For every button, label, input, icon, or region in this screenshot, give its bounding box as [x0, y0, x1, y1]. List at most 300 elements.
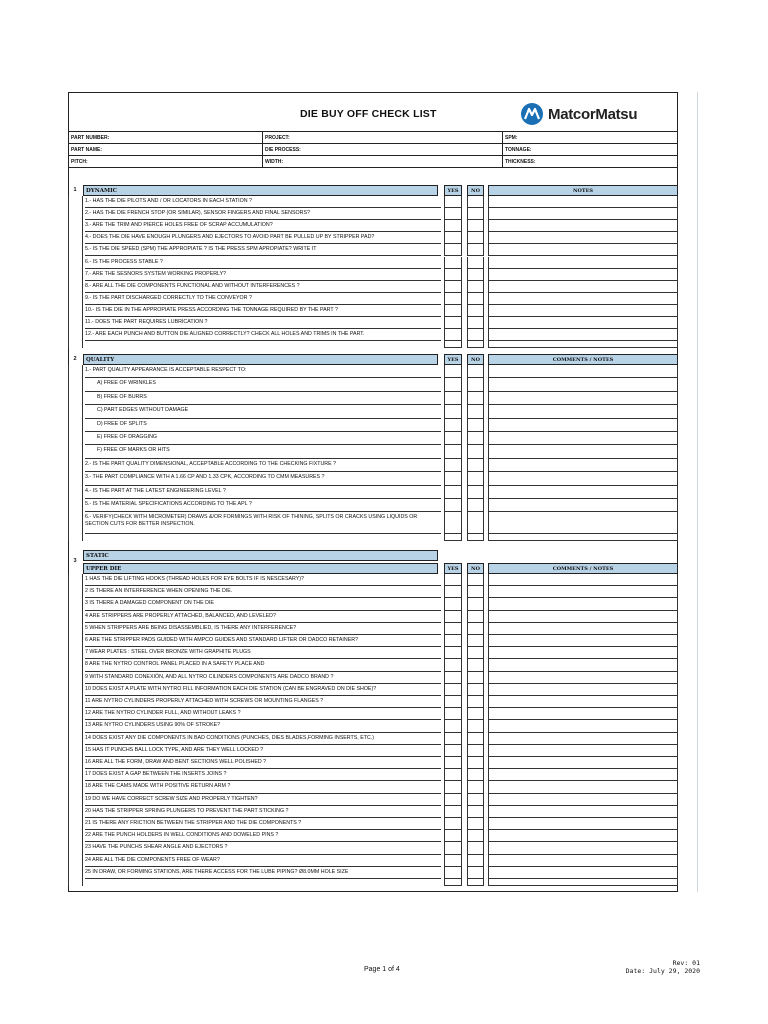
checklist-question: 10.- IS THE DIE IN THE APPROPIATE PRESS ACCORDING THE TONNAGE REQUIRED BY THE PART ? [85, 305, 441, 317]
notes-field[interactable] [488, 867, 678, 879]
checklist-item [68, 794, 678, 806]
checklist-item [68, 329, 678, 341]
spacer-cell [444, 534, 462, 541]
notes-field[interactable] [488, 220, 678, 232]
no-checkbox[interactable] [467, 432, 484, 445]
checklist-question: 6.- IS THE PROCESS STABLE ? [85, 257, 441, 269]
no-checkbox[interactable] [467, 232, 484, 244]
document-title: DIE BUY OFF CHECK LIST [300, 108, 437, 120]
part-info-table [68, 131, 678, 168]
spacer-cell [488, 341, 678, 348]
yes-checkbox[interactable] [444, 586, 462, 598]
checklist-item [68, 378, 678, 391]
thickness-label: THICKNESS: [503, 156, 678, 168]
checklist-item [68, 867, 678, 879]
no-checkbox[interactable] [467, 512, 484, 534]
notes-field[interactable] [488, 696, 678, 708]
notes-column-header: COMMENTS / NOTES [552, 357, 614, 363]
notes-field[interactable] [488, 611, 678, 623]
checklist-item [68, 317, 678, 329]
checklist-item [68, 499, 678, 512]
notes-field[interactable] [488, 305, 678, 317]
notes-column-header: NOTES [572, 188, 594, 194]
checklist-question: 6 ARE THE STRIPPER PADS GUIDED WITH AMPCO GUIDES AND STANDARD LIFTER OR DADCO RETAINER? [85, 635, 441, 647]
no-column-header-bar [467, 185, 484, 196]
no-checkbox[interactable] [467, 269, 484, 281]
notes-field[interactable] [488, 769, 678, 781]
yes-checkbox[interactable] [444, 196, 462, 208]
yes-checkbox[interactable] [444, 512, 462, 534]
yes-column-header: YES [447, 357, 459, 363]
checklist-item [68, 855, 678, 867]
no-column-header: NO [471, 188, 480, 194]
checklist-item [68, 574, 678, 586]
checklist-item [68, 708, 678, 720]
no-checkbox[interactable] [467, 818, 484, 830]
checklist-item [68, 745, 678, 757]
checklist-question: 13 ARE NYTRO CYLINDERS USING 90% OF STROKE? [85, 720, 441, 732]
checklist-item [68, 472, 678, 485]
no-checkbox[interactable] [467, 208, 484, 220]
section-number: 2 [73, 356, 77, 362]
yes-checkbox[interactable] [444, 672, 462, 684]
notes-field[interactable] [488, 472, 678, 485]
notes-field[interactable] [488, 392, 678, 405]
yes-checkbox[interactable] [444, 611, 462, 623]
checklist-item [68, 781, 678, 793]
checklist-item [68, 208, 678, 220]
notes-field[interactable] [488, 794, 678, 806]
notes-field[interactable] [488, 365, 678, 378]
checklist-question: 4 ARE STRIPPERS ARE PROPERLY ATTACHED, BALANCED, AND LEVELED? [85, 611, 441, 623]
no-checkbox[interactable] [467, 781, 484, 793]
checklist-item [68, 196, 678, 208]
no-checkbox[interactable] [467, 842, 484, 854]
yes-column-header-bar [444, 563, 462, 574]
checklist-item [68, 405, 678, 418]
checklist-question: 16 ARE ALL THE FORM, DRAW AND BENT SECTIONS WELL POLISHED ? [85, 757, 441, 769]
notes-column-header: COMMENTS / NOTES [552, 566, 614, 572]
no-checkbox[interactable] [467, 392, 484, 405]
notes-field[interactable] [488, 293, 678, 305]
revision-info [626, 959, 700, 976]
checklist-item [68, 733, 678, 745]
no-checkbox[interactable] [467, 405, 484, 418]
section-left-column [68, 196, 83, 348]
notes-column-header-bar [488, 354, 678, 365]
spacer-cell [467, 341, 484, 348]
checklist-item [68, 696, 678, 708]
no-checkbox[interactable] [467, 611, 484, 623]
yes-column-header: YES [447, 188, 459, 194]
checklist-item [68, 623, 678, 635]
yes-column-header-bar [444, 185, 462, 196]
yes-checkbox[interactable] [444, 830, 462, 842]
checklist-question: 11 ARE NYTRO CYLINDERS PROPERLY ATTACHED WITH SCREWS OR MOUNTING FLANGES ? [85, 696, 441, 708]
logo-text: MatcorMatsu [548, 105, 638, 123]
notes-field[interactable] [488, 757, 678, 769]
pitch-label: PITCH: [69, 156, 263, 168]
company-logo [520, 101, 637, 127]
spacer-cell [444, 879, 462, 886]
part-name-label: PART NAME: [69, 144, 263, 156]
no-checkbox[interactable] [467, 708, 484, 720]
checklist-question: 20 HAS THE STRIPPER SPRING PLUNGERS TO PREVENT THE PART STICKING ? [85, 806, 441, 818]
yes-checkbox[interactable] [444, 598, 462, 610]
checklist-question: 5.- IS THE DIE SPEED (SPM) THE APPROPIATE ? IS THE PRESS SPM APROPIATE? WRITE IT [85, 244, 441, 256]
yes-checkbox[interactable] [444, 365, 462, 378]
yes-checkbox[interactable] [444, 720, 462, 732]
no-checkbox[interactable] [467, 794, 484, 806]
yes-checkbox[interactable] [444, 696, 462, 708]
yes-checkbox[interactable] [444, 647, 462, 659]
section-title: DYNAMIC [86, 188, 118, 194]
checklist-question: F) FREE OF MARKS OR HITS [85, 445, 441, 458]
yes-checkbox[interactable] [444, 305, 462, 317]
checklist-item [68, 392, 678, 405]
yes-checkbox[interactable] [444, 472, 462, 485]
yes-checkbox[interactable] [444, 281, 462, 293]
section-title: QUALITY [86, 357, 115, 363]
checklist-question: 4.- DOES THE DIE HAVE ENOUGH PLUNGERS AND EJECTORS TO AVOID PART BE PULLED UP BY STRIPPER PAD? [85, 232, 441, 244]
no-checkbox[interactable] [467, 281, 484, 293]
no-checkbox[interactable] [467, 472, 484, 485]
checklist-item [68, 365, 678, 378]
checklist-item [68, 842, 678, 854]
no-checkbox[interactable] [467, 499, 484, 512]
notes-field[interactable] [488, 659, 678, 671]
no-checkbox[interactable] [467, 769, 484, 781]
checklist-question: 1.- PART QUALITY APPEARANCE IS ACCEPTABLE RESPECT TO: [85, 365, 441, 378]
checklist-question: 7.- ARE THE SESNORS SYSTEM WORKING PROPERLY? [85, 269, 441, 281]
checklist-question: 12.- ARE EACH PUNCH AND BUTTON DIE ALIGNED CORRECTLY? CHECK ALL HOLES AND TRIMS IN THE PART. [85, 329, 441, 341]
yes-checkbox[interactable] [444, 574, 462, 586]
yes-column-header: YES [447, 566, 459, 572]
checklist-question: 8 ARE THE NYTRO CONTROL PANEL PLACED IN A SAFETY PLACE AND [85, 659, 441, 671]
no-checkbox[interactable] [467, 623, 484, 635]
no-checkbox[interactable] [467, 586, 484, 598]
yes-checkbox[interactable] [444, 257, 462, 269]
notes-field[interactable] [488, 818, 678, 830]
no-checkbox[interactable] [467, 220, 484, 232]
yes-checkbox[interactable] [444, 244, 462, 256]
tonnage-label: TONNAGE: [503, 144, 678, 156]
section-static-bar [83, 550, 438, 561]
notes-field[interactable] [488, 405, 678, 418]
notes-field[interactable] [488, 512, 678, 534]
no-checkbox[interactable] [467, 305, 484, 317]
no-checkbox[interactable] [467, 257, 484, 269]
checklist-question: 2.- IS THE PART QUALITY DIMENSIONAL, ACCEPTABLE ACCORDING TO THE CHECKING FIXTURE ? [85, 459, 441, 472]
notes-field[interactable] [488, 855, 678, 867]
section-left-column [68, 365, 83, 541]
spacer-cell [444, 341, 462, 348]
section-left-column [68, 574, 83, 886]
yes-checkbox[interactable] [444, 855, 462, 867]
checklist-item [68, 647, 678, 659]
notes-field[interactable] [488, 281, 678, 293]
no-checkbox[interactable] [467, 365, 484, 378]
section-title: UPPER DIE [86, 566, 122, 572]
checklist-item [68, 419, 678, 432]
notes-field[interactable] [488, 806, 678, 818]
checklist-question: 1 HAS THE DIE LIFTING HOOKS (THREAD HOLES FOR EYE BOLTS IF IS NESCESARY)? [85, 574, 441, 586]
page-number: Page 1 of 4 [364, 966, 400, 973]
yes-checkbox[interactable] [444, 708, 462, 720]
checklist-item [68, 445, 678, 458]
checklist-question: 22 ARE THE PUNCH HOLDERS IN WELL CONDITIONS AND DOWELED PINS ? [85, 830, 441, 842]
spacer-cell [467, 879, 484, 886]
checklist-spacer-row [68, 879, 678, 886]
notes-field[interactable] [488, 842, 678, 854]
checklist-question: 15 HAS IT PUNCHS BALL LOCK TYPE, AND ARE THEY WELL LOCKED ? [85, 745, 441, 757]
no-checkbox[interactable] [467, 598, 484, 610]
checklist-question: A) FREE OF WRINKLES [85, 378, 441, 391]
no-checkbox[interactable] [467, 196, 484, 208]
checklist-item [68, 486, 678, 499]
no-checkbox[interactable] [467, 672, 484, 684]
spm-label: SPM: [503, 132, 678, 144]
checklist-question: 3 IS THERE A DAMAGED COMPONENT ON THE DIE [85, 598, 441, 610]
notes-field[interactable] [488, 733, 678, 745]
checklist-item [68, 220, 678, 232]
yes-checkbox[interactable] [444, 445, 462, 458]
checklist-question: 9 WITH STANDARD CONEXIÓN, AND ALL NYTRO CILINDERS COMPONENTS ARE DADCO BRAND ? [85, 672, 441, 684]
notes-field[interactable] [488, 208, 678, 220]
notes-field[interactable] [488, 708, 678, 720]
section-header-bar [83, 185, 438, 196]
no-checkbox[interactable] [467, 659, 484, 671]
notes-field[interactable] [488, 647, 678, 659]
no-column-header: NO [471, 566, 480, 572]
checklist-item [68, 232, 678, 244]
notes-field[interactable] [488, 720, 678, 732]
no-checkbox[interactable] [467, 244, 484, 256]
yes-checkbox[interactable] [444, 794, 462, 806]
checklist-item [68, 684, 678, 696]
checklist-item [68, 459, 678, 472]
notes-field[interactable] [488, 574, 678, 586]
no-checkbox[interactable] [467, 635, 484, 647]
yes-checkbox[interactable] [444, 635, 462, 647]
yes-checkbox[interactable] [444, 486, 462, 499]
notes-field[interactable] [488, 196, 678, 208]
notes-field[interactable] [488, 459, 678, 472]
notes-field[interactable] [488, 378, 678, 391]
no-checkbox[interactable] [467, 574, 484, 586]
yes-checkbox[interactable] [444, 208, 462, 220]
no-column-header: NO [471, 357, 480, 363]
checklist-spacer-row [68, 534, 678, 541]
yes-column-header-bar [444, 354, 462, 365]
yes-checkbox[interactable] [444, 232, 462, 244]
notes-field[interactable] [488, 586, 678, 598]
checklist-question: 18 ARE THE CAMS MADE WITH POSITIVE RETURN ARM ? [85, 781, 441, 793]
spacer-cell [488, 534, 678, 541]
yes-checkbox[interactable] [444, 317, 462, 329]
checklist-item [68, 512, 678, 534]
notes-field[interactable] [488, 432, 678, 445]
spacer-cell [488, 879, 678, 886]
checklist-question: 1.- HAS THE DIE PILOTS AND / OR LOCATORS IN EACH STATION ? [85, 196, 441, 208]
no-checkbox[interactable] [467, 733, 484, 745]
checklist-question: 25 IN DRAW, OR FORMING STATIONS, ARE THERE ACCESS FOR THE LUBE PIPING? Ø8.0MM HOLE SIZE [85, 867, 441, 879]
checklist-question: 3.- ARE THE TRIM AND PIERCE HOLES FREE OF SCRAP ACCUMULATION? [85, 220, 441, 232]
no-checkbox[interactable] [467, 459, 484, 472]
yes-checkbox[interactable] [444, 459, 462, 472]
no-checkbox[interactable] [467, 720, 484, 732]
notes-field[interactable] [488, 269, 678, 281]
checklist-item [68, 269, 678, 281]
checklist-question: B) FREE OF BURRS [85, 392, 441, 405]
revision-date: Date: July 29, 2020 [625, 967, 700, 976]
notes-field[interactable] [488, 635, 678, 647]
yes-checkbox[interactable] [444, 405, 462, 418]
notes-field[interactable] [488, 244, 678, 256]
notes-field[interactable] [488, 830, 678, 842]
checklist-question: 17 DOES EXIST A GAP BETWEEN THE INSERTS JOINS ? [85, 769, 441, 781]
spacer-cell [467, 534, 484, 541]
checklist-question: 5.- IS THE MATERIAL SPECIFICATIONS ACCORDING TO THE APL ? [85, 499, 441, 512]
yes-checkbox[interactable] [444, 329, 462, 341]
no-checkbox[interactable] [467, 317, 484, 329]
notes-field[interactable] [488, 745, 678, 757]
checklist-item [68, 659, 678, 671]
checklist-item [68, 830, 678, 842]
yes-checkbox[interactable] [444, 867, 462, 879]
no-column-header-bar [467, 354, 484, 365]
no-column-header-bar [467, 563, 484, 574]
yes-checkbox[interactable] [444, 757, 462, 769]
no-checkbox[interactable] [467, 445, 484, 458]
yes-checkbox[interactable] [444, 684, 462, 696]
notes-field[interactable] [488, 232, 678, 244]
notes-field[interactable] [488, 684, 678, 696]
checklist-question: 3.- THE PART COMPLIANCE WITH A 1.66 CP AND 1.33 CPK, ACCORDING TO CMM MEASURES ? [85, 472, 441, 485]
checklist-question: 2 IS THERE AN INTERFERENCE WHEN OPENING THE DIE. [85, 586, 441, 598]
yes-checkbox[interactable] [444, 733, 462, 745]
yes-checkbox[interactable] [444, 220, 462, 232]
checklist-question: 19 DO WE HAVE CORRECT SCREW SIZE AND PROPERLY TIGHTEN? [85, 794, 441, 806]
notes-field[interactable] [488, 672, 678, 684]
notes-field[interactable] [488, 623, 678, 635]
checklist-question: 7 WEAR PLATES : STEEL OVER BRONZE WITH GRAPHITE PLUGS [85, 647, 441, 659]
checklist-question: D) FREE OF SPLITS [85, 419, 441, 432]
no-checkbox[interactable] [467, 830, 484, 842]
checklist-item [68, 432, 678, 445]
notes-field[interactable] [488, 499, 678, 512]
checklist-question: 8.- ARE ALL THE DIE COMPONENTS FUNCTIONAL AND WITHOUT INTERFERENCES ? [85, 281, 441, 293]
width-label: WIDTH: [263, 156, 503, 168]
no-checkbox[interactable] [467, 867, 484, 879]
no-checkbox[interactable] [467, 806, 484, 818]
checklist-item [68, 806, 678, 818]
yes-checkbox[interactable] [444, 378, 462, 391]
checklist-spacer-row [68, 341, 678, 348]
no-checkbox[interactable] [467, 684, 484, 696]
checklist-item [68, 293, 678, 305]
yes-checkbox[interactable] [444, 818, 462, 830]
no-checkbox[interactable] [467, 757, 484, 769]
checklist-item [68, 769, 678, 781]
section-header-bar [83, 354, 438, 365]
checklist-question: 14 DOES EXIST ANY DIE COMPONENTS IN BAD CONDITIONS (PUNCHES, DIES BLADES,FORMING INSERTS, ETC.) [85, 733, 441, 745]
no-checkbox[interactable] [467, 745, 484, 757]
checklist-question: 4.- IS THE PART AT THE LATEST ENGINEERING LEVEL ? [85, 486, 441, 499]
checklist-item [68, 281, 678, 293]
notes-field[interactable] [488, 317, 678, 329]
yes-checkbox[interactable] [444, 499, 462, 512]
no-checkbox[interactable] [467, 696, 484, 708]
yes-checkbox[interactable] [444, 745, 462, 757]
yes-checkbox[interactable] [444, 623, 462, 635]
checklist-question: 21 IS THERE ANY FRICTION BETWEEN THE STRIPPER AND THE DIE COMPONENTS ? [85, 818, 441, 830]
matcormatsu-logo-icon [520, 102, 544, 126]
checklist-item [68, 598, 678, 610]
sheet-right-margin [676, 92, 698, 892]
checklist-question: E) FREE OF DRAGGING [85, 432, 441, 445]
project-label: PROJECT: [263, 132, 503, 144]
notes-field[interactable] [488, 419, 678, 432]
notes-field[interactable] [488, 257, 678, 269]
checklist-item [68, 635, 678, 647]
checklist-item [68, 818, 678, 830]
no-checkbox[interactable] [467, 855, 484, 867]
no-checkbox[interactable] [467, 647, 484, 659]
no-checkbox[interactable] [467, 329, 484, 341]
no-checkbox[interactable] [467, 378, 484, 391]
yes-checkbox[interactable] [444, 769, 462, 781]
checklist-question: 9.- IS THE PART DISCHARGED CORRECTLY TO THE CONVEYOR ? [85, 293, 441, 305]
checklist-item [68, 586, 678, 598]
no-checkbox[interactable] [467, 486, 484, 499]
yes-checkbox[interactable] [444, 659, 462, 671]
checklist-question: 2.- HAS THE DIE FRENCH STOP (OR SIMILAR), SENSOR FINGERS AND FINAL SENSORS? [85, 208, 441, 220]
die-process-label: DIE PROCESS: [263, 144, 503, 156]
notes-field[interactable] [488, 329, 678, 341]
yes-checkbox[interactable] [444, 392, 462, 405]
notes-field[interactable] [488, 445, 678, 458]
part-number-label: PART NUMBER: [69, 132, 263, 144]
yes-checkbox[interactable] [444, 432, 462, 445]
notes-field[interactable] [488, 598, 678, 610]
notes-column-header-bar [488, 563, 678, 574]
no-checkbox[interactable] [467, 293, 484, 305]
section-number: 1 [73, 187, 77, 193]
checklist-item [68, 611, 678, 623]
section-static-label: STATIC [86, 553, 109, 559]
yes-checkbox[interactable] [444, 419, 462, 432]
yes-checkbox[interactable] [444, 293, 462, 305]
checklist-question: 23 HAVE THE PUNCHS SHEAR ANGLE AND EJECTORS ? [85, 842, 441, 854]
checklist-item [68, 305, 678, 317]
checklist-question: 10 DOES EXIST A PLATE WITH NYTRO FILL INFORMATION EACH DIE STATION (CAN BE ENGRAVED ON DIE SHOE)? [85, 684, 441, 696]
checklist-item [68, 757, 678, 769]
yes-checkbox[interactable] [444, 842, 462, 854]
notes-field[interactable] [488, 486, 678, 499]
notes-field[interactable] [488, 781, 678, 793]
section-number: 3 [73, 558, 77, 564]
no-checkbox[interactable] [467, 419, 484, 432]
yes-checkbox[interactable] [444, 806, 462, 818]
section-header-bar [83, 563, 438, 574]
yes-checkbox[interactable] [444, 781, 462, 793]
checklist-question: 24 ARE ALL THE DIE COMPONENTS FREE OF WEAR? [85, 855, 441, 867]
revision: Rev: 01 [672, 959, 700, 967]
checklist-item [68, 720, 678, 732]
checklist-question: 12 ARE THE NYTRO CYLINDER FULL, AND WITHOUT LEAKS ? [85, 708, 441, 720]
yes-checkbox[interactable] [444, 269, 462, 281]
